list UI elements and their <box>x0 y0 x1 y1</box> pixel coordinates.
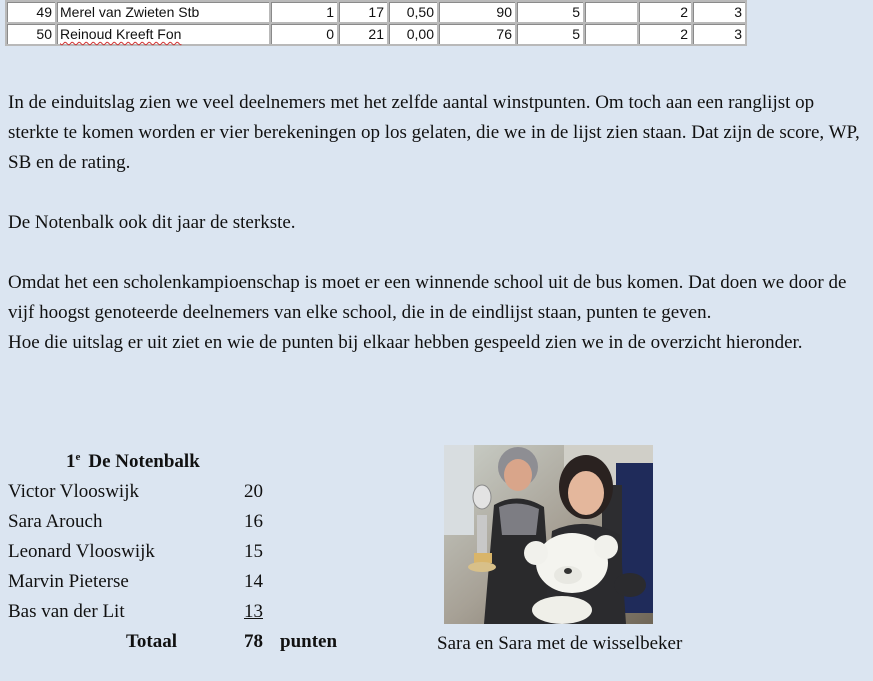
total-row <box>8 627 428 657</box>
rank-cell: 49 <box>7 2 55 22</box>
value-cell: 76 <box>439 24 515 44</box>
value-cell: 5 <box>517 24 583 44</box>
standings-table <box>5 0 747 46</box>
player-points: 13 <box>244 601 263 622</box>
value-cell: 2 <box>639 24 691 44</box>
list-item <box>8 537 428 567</box>
table-row <box>7 24 745 44</box>
player-points: 20 <box>244 481 263 502</box>
value-cell: 3 <box>693 2 745 22</box>
player-name: Victor Vlooswijk <box>8 481 139 502</box>
value-cell <box>585 24 637 44</box>
school-heading <box>8 447 428 477</box>
name-cell <box>57 24 269 44</box>
total-label: Totaal <box>126 631 178 652</box>
value-cell: 3 <box>693 24 745 44</box>
name-text: Reinoud Kreeft Fon <box>60 26 182 42</box>
score-cell: 0 <box>271 24 337 44</box>
value-cell: 21 <box>339 24 387 44</box>
list-item <box>8 597 428 627</box>
value-cell <box>585 2 637 22</box>
school-position: 1 <box>66 451 76 472</box>
total-unit: punten <box>280 631 338 652</box>
player-name: Leonard Vlooswijk <box>8 541 155 562</box>
table-row <box>7 2 745 22</box>
player-points: 15 <box>244 541 263 562</box>
total-value: 78 <box>244 631 263 652</box>
school-name: De Notenbalk <box>88 451 200 472</box>
list-item <box>8 567 428 597</box>
player-points: 14 <box>244 571 263 592</box>
school-results <box>8 447 428 657</box>
name-cell: Merel van Zwieten Stb <box>57 2 269 22</box>
value-cell: 2 <box>639 2 691 22</box>
player-name: Marvin Pieterse <box>8 571 129 592</box>
list-item <box>8 477 428 507</box>
value-cell: 90 <box>439 2 515 22</box>
paragraph-school-points: Omdat het een scholenkampioenschap is moet er een winnende school uit de bus komen. Dat doen we door de vijf hoogst genoteerde deelnemers van elke school, die in de eindlijst staan, punten te geven. <box>8 272 847 323</box>
value-cell: 0,00 <box>389 24 437 44</box>
value-cell: 0,50 <box>389 2 437 22</box>
player-points: 16 <box>244 511 263 532</box>
value-cell: 5 <box>517 2 583 22</box>
photo-caption: Sara en Sara met de wisselbeker <box>437 633 683 654</box>
paragraph-tiebreak: In de einduitslag zien we veel deelnemers met het zelfde aantal winstpunten. Om toch aan een ranglijst op sterkte te komen worden er vier berekeningen op los gelaten, die we in de lijst zien staan. Dat zijn de score, WP, SB en de rating. <box>8 92 860 173</box>
player-name: Sara Arouch <box>8 511 103 532</box>
value-cell: 17 <box>339 2 387 22</box>
position-suffix: e <box>75 450 81 463</box>
photo-illustration <box>444 445 653 624</box>
article-body <box>8 88 868 358</box>
list-item <box>8 507 428 537</box>
score-cell: 1 <box>271 2 337 22</box>
trophy-photo <box>444 445 653 624</box>
player-name: Bas van der Lit <box>8 601 125 622</box>
rank-cell: 50 <box>7 24 55 44</box>
paragraph-overview: Hoe die uitslag er uit ziet en wie de punten bij elkaar hebben gespeeld zien we in de overzicht hieronder. <box>8 332 803 353</box>
paragraph-strongest: De Notenbalk ook dit jaar de sterkste. <box>8 212 296 233</box>
